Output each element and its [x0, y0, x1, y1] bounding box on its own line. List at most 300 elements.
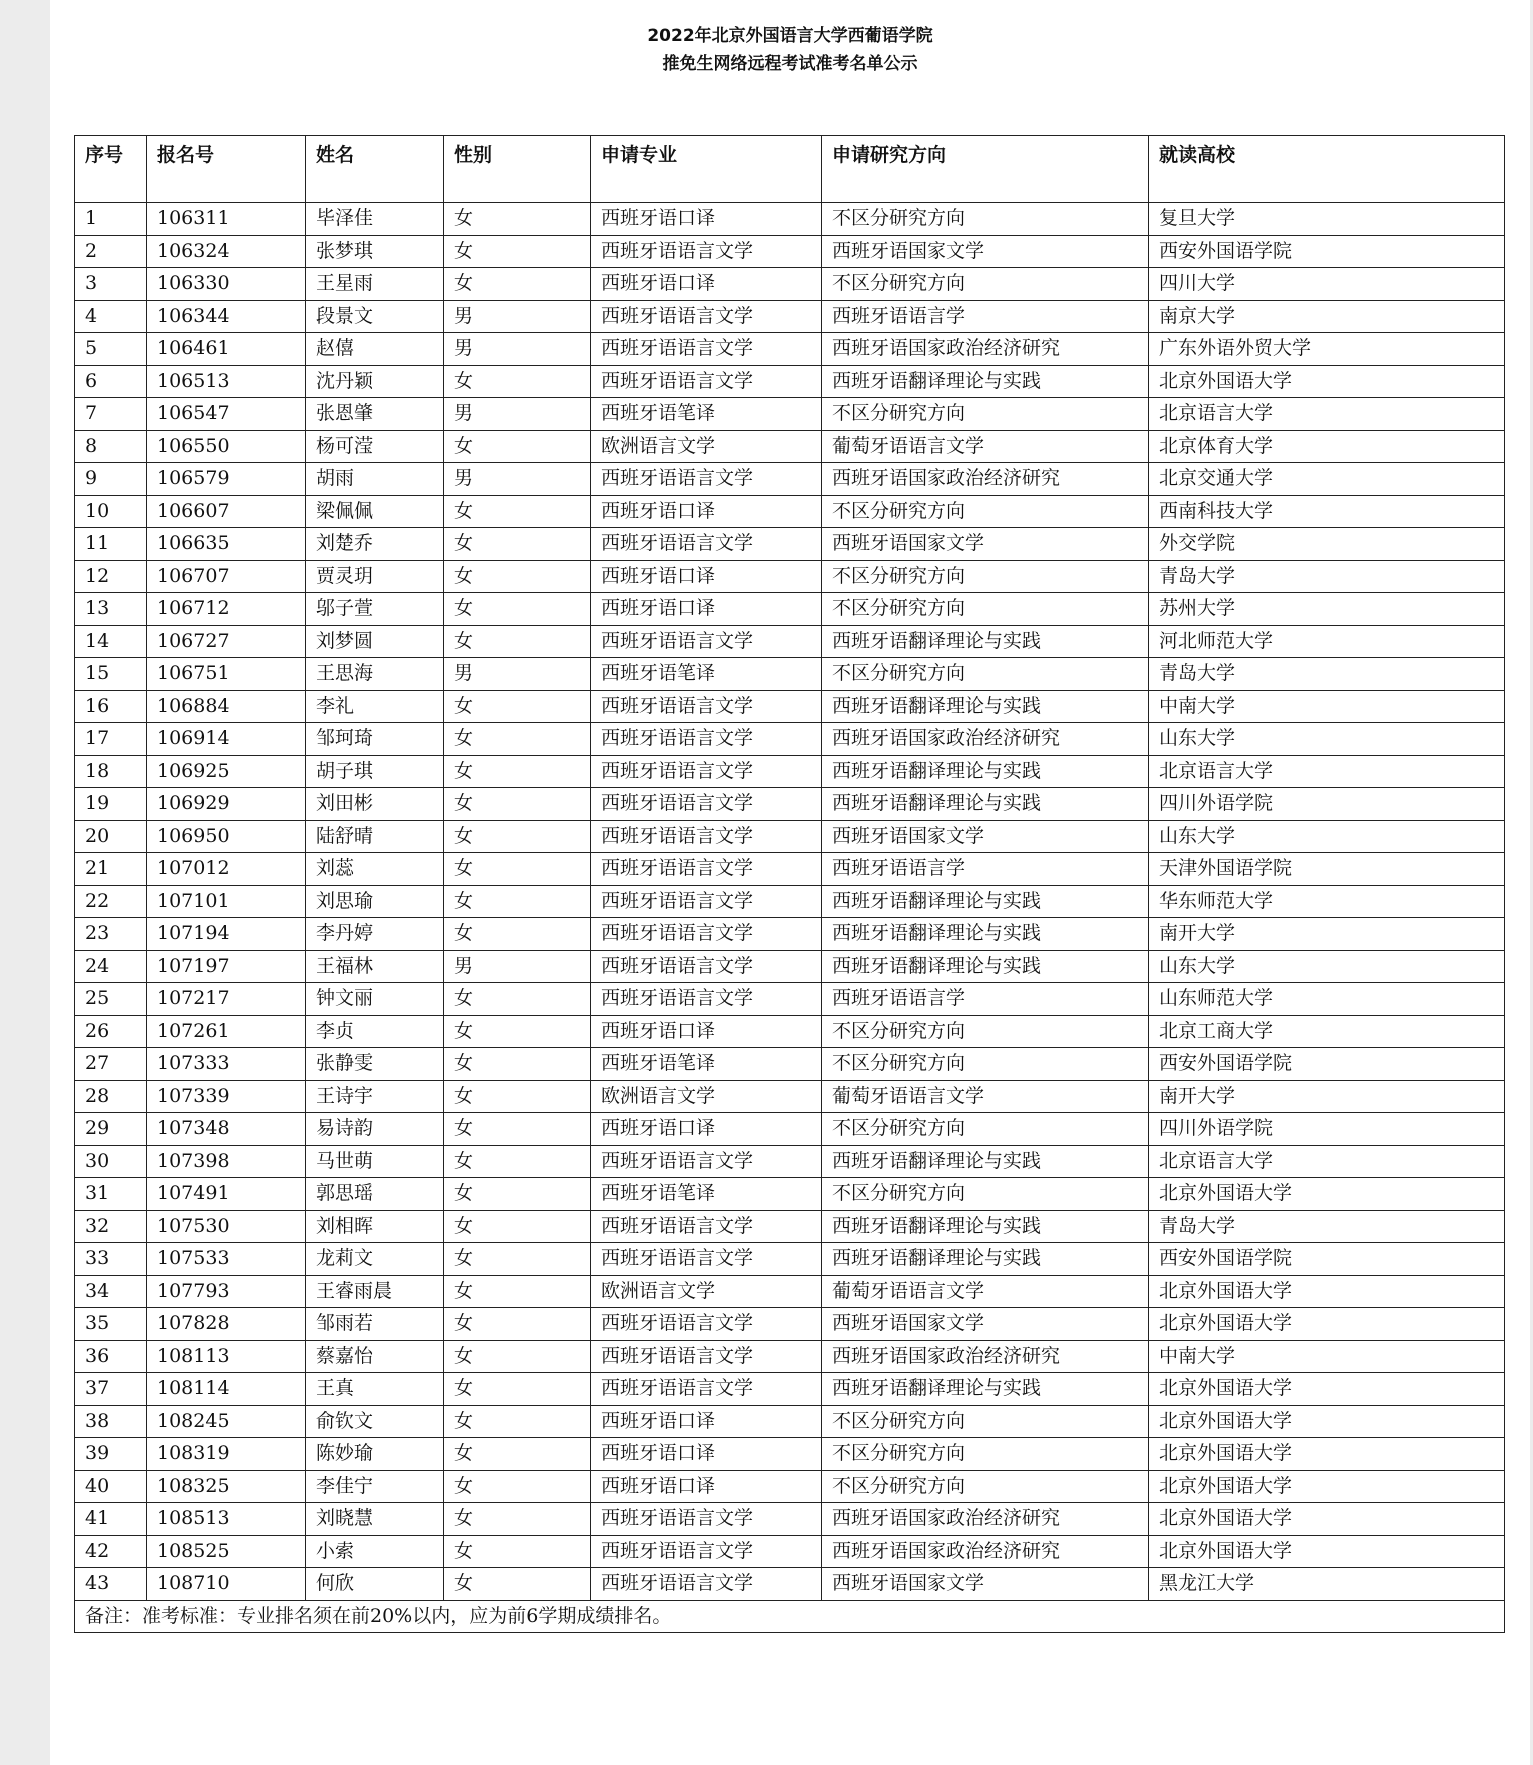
- table-cell: 西班牙语笔译: [591, 658, 822, 691]
- table-cell: 陆舒晴: [306, 820, 444, 853]
- table-row: [75, 1015, 1505, 1048]
- table-cell: 西班牙语语言学: [822, 853, 1149, 886]
- table-cell: 107530: [147, 1210, 306, 1243]
- table-cell: 北京外国语大学: [1149, 1503, 1505, 1536]
- table-cell: 39: [75, 1438, 147, 1471]
- table-cell: 北京工商大学: [1149, 1015, 1505, 1048]
- column-header: 就读高校: [1149, 136, 1505, 203]
- title-line-2: 推免生网络远程考试准考名单公示: [662, 54, 918, 74]
- table-cell: 西班牙语语言文学: [591, 885, 822, 918]
- table-cell: 40: [75, 1470, 147, 1503]
- table-row: [75, 560, 1505, 593]
- table-cell: 16: [75, 690, 147, 723]
- table-row: [75, 203, 1505, 236]
- table-cell: 西班牙语语言文学: [591, 1308, 822, 1341]
- table-cell: 女: [444, 268, 591, 301]
- table-cell: 女: [444, 1145, 591, 1178]
- table-cell: 西班牙语翻译理论与实践: [822, 1145, 1149, 1178]
- table-cell: 王思海: [306, 658, 444, 691]
- table-cell: 北京外国语大学: [1149, 1308, 1505, 1341]
- table-cell: 女: [444, 1535, 591, 1568]
- table-cell: 西班牙语口译: [591, 1438, 822, 1471]
- table-cell: 西班牙语国家文学: [822, 1308, 1149, 1341]
- table-cell: 沈丹颖: [306, 365, 444, 398]
- table-cell: 李佳宁: [306, 1470, 444, 1503]
- table-row: [75, 593, 1505, 626]
- table-row: [75, 430, 1505, 463]
- table-cell: 106324: [147, 235, 306, 268]
- table-cell: 刘梦圆: [306, 625, 444, 658]
- table-cell: 女: [444, 1080, 591, 1113]
- table-cell: 106884: [147, 690, 306, 723]
- table-cell: 西班牙语国家政治经济研究: [822, 723, 1149, 756]
- table-cell: 6: [75, 365, 147, 398]
- table-cell: 107348: [147, 1113, 306, 1146]
- table-cell: 西南科技大学: [1149, 495, 1505, 528]
- table-cell: 杨可滢: [306, 430, 444, 463]
- table-cell: 9: [75, 463, 147, 496]
- column-header: 申请研究方向: [822, 136, 1149, 203]
- table-row: [75, 1438, 1505, 1471]
- table-cell: 胡子琪: [306, 755, 444, 788]
- table-cell: 107012: [147, 853, 306, 886]
- table-cell: 北京语言大学: [1149, 1145, 1505, 1178]
- table-cell: 葡萄牙语语言文学: [822, 430, 1149, 463]
- table-cell: 西班牙语语言文学: [591, 625, 822, 658]
- table-cell: 王真: [306, 1373, 444, 1406]
- table-cell: 苏州大学: [1149, 593, 1505, 626]
- table-cell: 43: [75, 1568, 147, 1601]
- table-cell: 西班牙语笔译: [591, 398, 822, 431]
- table-cell: 贾灵玥: [306, 560, 444, 593]
- table-cell: 北京外国语大学: [1149, 1178, 1505, 1211]
- table-row: [75, 365, 1505, 398]
- table-cell: 西班牙语语言文学: [591, 853, 822, 886]
- table-cell: 106914: [147, 723, 306, 756]
- table-cell: 7: [75, 398, 147, 431]
- table-cell: 106751: [147, 658, 306, 691]
- table-cell: 西班牙语翻译理论与实践: [822, 1210, 1149, 1243]
- table-cell: 西班牙语语言文学: [591, 1535, 822, 1568]
- table-cell: 32: [75, 1210, 147, 1243]
- table-cell: 西班牙语口译: [591, 268, 822, 301]
- table-cell: 复旦大学: [1149, 203, 1505, 236]
- table-cell: 王诗宇: [306, 1080, 444, 1113]
- table-cell: 男: [444, 333, 591, 366]
- table-cell: 西班牙语国家文学: [822, 235, 1149, 268]
- table-cell: 北京外国语大学: [1149, 1470, 1505, 1503]
- table-cell: 南京大学: [1149, 300, 1505, 333]
- table-cell: 不区分研究方向: [822, 495, 1149, 528]
- table-cell: 不区分研究方向: [822, 658, 1149, 691]
- table-cell: 女: [444, 1015, 591, 1048]
- table-cell: 女: [444, 560, 591, 593]
- table-cell: 南开大学: [1149, 918, 1505, 951]
- table-cell: 女: [444, 853, 591, 886]
- table-cell: 26: [75, 1015, 147, 1048]
- table-cell: 西班牙语口译: [591, 593, 822, 626]
- table-cell: 女: [444, 203, 591, 236]
- table-cell: 青岛大学: [1149, 658, 1505, 691]
- table-cell: 西班牙语翻译理论与实践: [822, 885, 1149, 918]
- table-cell: 28: [75, 1080, 147, 1113]
- table-cell: 106925: [147, 755, 306, 788]
- table-cell: 106547: [147, 398, 306, 431]
- table-cell: 北京外国语大学: [1149, 1275, 1505, 1308]
- table-cell: 女: [444, 1568, 591, 1601]
- table-cell: 女: [444, 593, 591, 626]
- table-cell: 欧洲语言文学: [591, 1275, 822, 1308]
- table-cell: 107793: [147, 1275, 306, 1308]
- table-cell: 西班牙语口译: [591, 203, 822, 236]
- table-cell: 36: [75, 1340, 147, 1373]
- table-cell: 女: [444, 755, 591, 788]
- table-cell: 西班牙语语言文学: [591, 723, 822, 756]
- table-cell: 106344: [147, 300, 306, 333]
- table-cell: 33: [75, 1243, 147, 1276]
- table-cell: 刘相晖: [306, 1210, 444, 1243]
- table-cell: 西班牙语语言学: [822, 300, 1149, 333]
- table-row: [75, 235, 1505, 268]
- column-header: 报名号: [147, 136, 306, 203]
- table-row: [75, 1373, 1505, 1406]
- table-cell: 青岛大学: [1149, 560, 1505, 593]
- table-cell: 蔡嘉怡: [306, 1340, 444, 1373]
- table-cell: 108525: [147, 1535, 306, 1568]
- table-cell: 山东大学: [1149, 950, 1505, 983]
- table-cell: 北京交通大学: [1149, 463, 1505, 496]
- table-cell: 四川大学: [1149, 268, 1505, 301]
- table-cell: 西班牙语翻译理论与实践: [822, 918, 1149, 951]
- table-row: [75, 528, 1505, 561]
- table-cell: 108319: [147, 1438, 306, 1471]
- table-row: [75, 1503, 1505, 1536]
- table-cell: 邹珂琦: [306, 723, 444, 756]
- table-cell: 西班牙语口译: [591, 1113, 822, 1146]
- table-cell: 青岛大学: [1149, 1210, 1505, 1243]
- table-body: [75, 203, 1505, 1601]
- table-cell: 北京外国语大学: [1149, 1438, 1505, 1471]
- table-cell: 女: [444, 1470, 591, 1503]
- table-cell: 北京外国语大学: [1149, 1535, 1505, 1568]
- table-row: [75, 1568, 1505, 1601]
- table-cell: 小索: [306, 1535, 444, 1568]
- table-cell: 25: [75, 983, 147, 1016]
- table-cell: 南开大学: [1149, 1080, 1505, 1113]
- table-cell: 葡萄牙语语言文学: [822, 1275, 1149, 1308]
- table-cell: 中南大学: [1149, 690, 1505, 723]
- table-cell: 不区分研究方向: [822, 1438, 1149, 1471]
- table-cell: 女: [444, 1503, 591, 1536]
- table-cell: 不区分研究方向: [822, 593, 1149, 626]
- table-cell: 108113: [147, 1340, 306, 1373]
- table-row: [75, 1405, 1505, 1438]
- table-cell: 107398: [147, 1145, 306, 1178]
- table-cell: 毕泽佳: [306, 203, 444, 236]
- column-header: 申请专业: [591, 136, 822, 203]
- table-cell: 女: [444, 1210, 591, 1243]
- table-cell: 王睿雨晨: [306, 1275, 444, 1308]
- table-cell: 西班牙语口译: [591, 560, 822, 593]
- table-cell: 西班牙语翻译理论与实践: [822, 625, 1149, 658]
- table-cell: 钟文丽: [306, 983, 444, 1016]
- table-cell: 李礼: [306, 690, 444, 723]
- table-cell: 张梦琪: [306, 235, 444, 268]
- table-cell: 3: [75, 268, 147, 301]
- table-cell: 不区分研究方向: [822, 1178, 1149, 1211]
- table-cell: 西班牙语翻译理论与实践: [822, 1373, 1149, 1406]
- table-cell: 西班牙语笔译: [591, 1178, 822, 1211]
- table-cell: 107101: [147, 885, 306, 918]
- table-cell: 刘田彬: [306, 788, 444, 821]
- table-cell: 不区分研究方向: [822, 1113, 1149, 1146]
- table-cell: 107333: [147, 1048, 306, 1081]
- table-cell: 107491: [147, 1178, 306, 1211]
- table-cell: 李丹婷: [306, 918, 444, 951]
- table-cell: 不区分研究方向: [822, 1048, 1149, 1081]
- table-cell: 34: [75, 1275, 147, 1308]
- table-row: [75, 1340, 1505, 1373]
- table-cell: 21: [75, 853, 147, 886]
- table-cell: 西班牙语国家文学: [822, 528, 1149, 561]
- table-cell: 西班牙语笔译: [591, 1048, 822, 1081]
- table-cell: 107261: [147, 1015, 306, 1048]
- table-cell: 郭思瑶: [306, 1178, 444, 1211]
- table-cell: 107194: [147, 918, 306, 951]
- column-header: 性别: [444, 136, 591, 203]
- table-cell: 106550: [147, 430, 306, 463]
- table-cell: 俞钦文: [306, 1405, 444, 1438]
- table-cell: 山东大学: [1149, 820, 1505, 853]
- table-cell: 106330: [147, 268, 306, 301]
- table-cell: 西安外国语学院: [1149, 1243, 1505, 1276]
- table-cell: 5: [75, 333, 147, 366]
- table-cell: 不区分研究方向: [822, 560, 1149, 593]
- table-cell: 不区分研究方向: [822, 203, 1149, 236]
- table-cell: 西班牙语语言文学: [591, 1568, 822, 1601]
- table-cell: 女: [444, 788, 591, 821]
- table-row: [75, 1535, 1505, 1568]
- table-row: [75, 1210, 1505, 1243]
- table-cell: 106929: [147, 788, 306, 821]
- table-cell: 106461: [147, 333, 306, 366]
- table-cell: 女: [444, 528, 591, 561]
- table-row: [75, 495, 1505, 528]
- table-row: [75, 1113, 1505, 1146]
- table-cell: 41: [75, 1503, 147, 1536]
- table-cell: 西班牙语语言文学: [591, 300, 822, 333]
- table-cell: 女: [444, 690, 591, 723]
- footnote-row: [75, 1600, 1505, 1633]
- table-cell: 黑龙江大学: [1149, 1568, 1505, 1601]
- table-cell: 西班牙语口译: [591, 1470, 822, 1503]
- table-cell: 西班牙语国家政治经济研究: [822, 463, 1149, 496]
- table-cell: 30: [75, 1145, 147, 1178]
- table-header-row: [75, 136, 1505, 203]
- table-cell: 西班牙语国家政治经济研究: [822, 1535, 1149, 1568]
- table-row: [75, 1243, 1505, 1276]
- table-cell: 西班牙语国家政治经济研究: [822, 333, 1149, 366]
- table-cell: 108325: [147, 1470, 306, 1503]
- table-cell: 王星雨: [306, 268, 444, 301]
- table-cell: 梁佩佩: [306, 495, 444, 528]
- table-cell: 西安外国语学院: [1149, 235, 1505, 268]
- column-header: 序号: [75, 136, 147, 203]
- table-cell: 女: [444, 1438, 591, 1471]
- table-cell: 108114: [147, 1373, 306, 1406]
- table-cell: 女: [444, 885, 591, 918]
- table-row: [75, 950, 1505, 983]
- table-cell: 男: [444, 950, 591, 983]
- table-cell: 陈妙瑜: [306, 1438, 444, 1471]
- table-row: [75, 885, 1505, 918]
- table-cell: 女: [444, 495, 591, 528]
- table-cell: 西班牙语国家文学: [822, 820, 1149, 853]
- table-cell: 北京外国语大学: [1149, 365, 1505, 398]
- table-cell: 北京外国语大学: [1149, 1405, 1505, 1438]
- title-line-1: 2022年北京外国语言大学西葡语学院: [647, 26, 933, 46]
- table-cell: 西班牙语国家政治经济研究: [822, 1340, 1149, 1373]
- table-row: [75, 690, 1505, 723]
- table-cell: 106579: [147, 463, 306, 496]
- table-cell: 西班牙语语言文学: [591, 1210, 822, 1243]
- table-row: [75, 1178, 1505, 1211]
- table-cell: 107197: [147, 950, 306, 983]
- table-cell: 女: [444, 723, 591, 756]
- table-row: [75, 820, 1505, 853]
- table-cell: 西班牙语翻译理论与实践: [822, 755, 1149, 788]
- table-cell: 108710: [147, 1568, 306, 1601]
- table-cell: 北京语言大学: [1149, 755, 1505, 788]
- candidate-table: [74, 135, 1505, 1633]
- table-cell: 西班牙语口译: [591, 495, 822, 528]
- table-cell: 106707: [147, 560, 306, 593]
- table-cell: 西班牙语语言文学: [591, 235, 822, 268]
- table-cell: 西班牙语翻译理论与实践: [822, 690, 1149, 723]
- table-cell: 1: [75, 203, 147, 236]
- table-row: [75, 658, 1505, 691]
- table-cell: 女: [444, 983, 591, 1016]
- table-cell: 西班牙语口译: [591, 1405, 822, 1438]
- table-row: [75, 1048, 1505, 1081]
- document-page: [50, 0, 1530, 1765]
- table-cell: 女: [444, 365, 591, 398]
- table-cell: 2: [75, 235, 147, 268]
- table-cell: 106712: [147, 593, 306, 626]
- table-cell: 西班牙语语言文学: [591, 1340, 822, 1373]
- table-cell: 11: [75, 528, 147, 561]
- table-cell: 女: [444, 1275, 591, 1308]
- table-cell: 西班牙语翻译理论与实践: [822, 950, 1149, 983]
- table-cell: 刘楚乔: [306, 528, 444, 561]
- table-cell: 女: [444, 1373, 591, 1406]
- table-cell: 山东师范大学: [1149, 983, 1505, 1016]
- table-row: [75, 853, 1505, 886]
- table-cell: 西班牙语语言文学: [591, 528, 822, 561]
- table-cell: 男: [444, 658, 591, 691]
- table-cell: 西班牙语语言文学: [591, 983, 822, 1016]
- table-cell: 西班牙语国家政治经济研究: [822, 1503, 1149, 1536]
- table-cell: 何欣: [306, 1568, 444, 1601]
- table-cell: 14: [75, 625, 147, 658]
- table-cell: 106635: [147, 528, 306, 561]
- table-cell: 108245: [147, 1405, 306, 1438]
- table-cell: 106311: [147, 203, 306, 236]
- table-cell: 李贞: [306, 1015, 444, 1048]
- table-cell: 欧洲语言文学: [591, 1080, 822, 1113]
- footnote: 备注：准考标准：专业排名须在前20%以内，应为前6学期成绩排名。: [75, 1600, 1505, 1633]
- table-cell: 108513: [147, 1503, 306, 1536]
- table-cell: 西安外国语学院: [1149, 1048, 1505, 1081]
- table-cell: 女: [444, 625, 591, 658]
- table-cell: 24: [75, 950, 147, 983]
- table-cell: 女: [444, 235, 591, 268]
- table-row: [75, 723, 1505, 756]
- table-cell: 女: [444, 1405, 591, 1438]
- table-cell: 刘晓慧: [306, 1503, 444, 1536]
- table-cell: 107533: [147, 1243, 306, 1276]
- table-cell: 易诗韵: [306, 1113, 444, 1146]
- table-cell: 106727: [147, 625, 306, 658]
- table-cell: 35: [75, 1308, 147, 1341]
- table-row: [75, 398, 1505, 431]
- table-cell: 西班牙语语言文学: [591, 820, 822, 853]
- table-cell: 10: [75, 495, 147, 528]
- table-cell: 葡萄牙语语言文学: [822, 1080, 1149, 1113]
- table-cell: 西班牙语国家文学: [822, 1568, 1149, 1601]
- table-cell: 31: [75, 1178, 147, 1211]
- table-cell: 22: [75, 885, 147, 918]
- table-cell: 段景文: [306, 300, 444, 333]
- table-cell: 欧洲语言文学: [591, 430, 822, 463]
- table-cell: 西班牙语语言文学: [591, 463, 822, 496]
- table-cell: 37: [75, 1373, 147, 1406]
- table-row: [75, 1470, 1505, 1503]
- table-cell: 西班牙语语言文学: [591, 950, 822, 983]
- table-cell: 西班牙语语言文学: [591, 333, 822, 366]
- table-cell: 13: [75, 593, 147, 626]
- table-cell: 西班牙语语言文学: [591, 690, 822, 723]
- table-cell: 38: [75, 1405, 147, 1438]
- table-cell: 女: [444, 1113, 591, 1146]
- table-cell: 西班牙语口译: [591, 1015, 822, 1048]
- table-cell: 29: [75, 1113, 147, 1146]
- table-cell: 女: [444, 1243, 591, 1276]
- table-cell: 女: [444, 430, 591, 463]
- table-cell: 20: [75, 820, 147, 853]
- table-cell: 不区分研究方向: [822, 1470, 1149, 1503]
- table-cell: 邹雨若: [306, 1308, 444, 1341]
- table-cell: 王福林: [306, 950, 444, 983]
- table-cell: 邬子萱: [306, 593, 444, 626]
- table-cell: 中南大学: [1149, 1340, 1505, 1373]
- table-cell: 107828: [147, 1308, 306, 1341]
- table-cell: 刘蕊: [306, 853, 444, 886]
- table-cell: 西班牙语语言文学: [591, 1503, 822, 1536]
- table-cell: 12: [75, 560, 147, 593]
- table-cell: 西班牙语翻译理论与实践: [822, 1243, 1149, 1276]
- table-cell: 西班牙语语言文学: [591, 1145, 822, 1178]
- table-row: [75, 625, 1505, 658]
- table-cell: 外交学院: [1149, 528, 1505, 561]
- table-cell: 四川外语学院: [1149, 1113, 1505, 1146]
- table-cell: 天津外国语学院: [1149, 853, 1505, 886]
- table-row: [75, 788, 1505, 821]
- table-cell: 赵僖: [306, 333, 444, 366]
- table-cell: 27: [75, 1048, 147, 1081]
- table-cell: 23: [75, 918, 147, 951]
- table-cell: 107217: [147, 983, 306, 1016]
